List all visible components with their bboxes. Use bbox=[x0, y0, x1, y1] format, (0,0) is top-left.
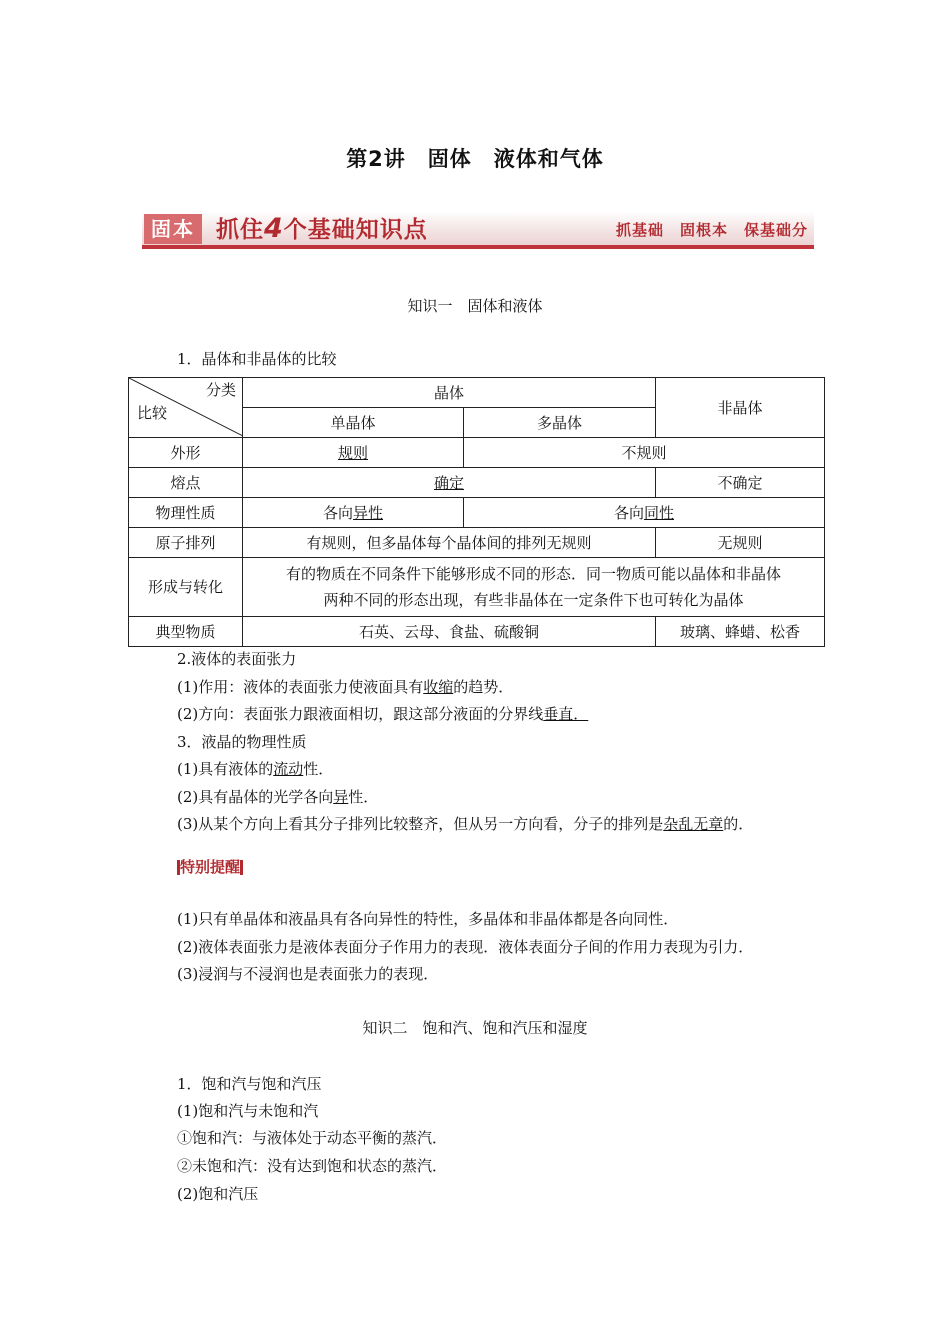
row-label: 熔点 bbox=[129, 468, 243, 498]
header-amorphous: 非晶体 bbox=[656, 378, 825, 438]
paragraph-line: (2)饱和汽压 bbox=[177, 1185, 259, 1203]
tip-line: (1)只有单晶体和液晶具有各向异性的特性，多晶体和非晶体都是各向同性． bbox=[177, 910, 679, 928]
cell-text: 各向 bbox=[322, 503, 353, 522]
text: (2)方向：表面张力跟液面相切，跟这部分液面的分界线 bbox=[177, 705, 544, 723]
text: (3)从某个方向上看其分子排列比较整齐，但从另一方向看，分子的排列是 bbox=[177, 815, 664, 833]
table-corner-cell bbox=[129, 378, 243, 438]
text: 性． bbox=[348, 788, 379, 806]
table-row bbox=[129, 498, 825, 528]
paragraph-line bbox=[177, 676, 513, 697]
paragraph-line: (1)饱和汽与未饱和汽 bbox=[177, 1102, 319, 1120]
tip-bar-right bbox=[240, 860, 243, 875]
page-title: 第2讲 固体 液体和气体 bbox=[346, 147, 604, 171]
paragraph-line: ①饱和汽：与液体处于动态平衡的蒸汽． bbox=[177, 1129, 448, 1147]
knowledge-two-title: 知识二 饱和汽、饱和汽压和湿度 bbox=[362, 1019, 588, 1037]
header-single-crystal: 单晶体 bbox=[243, 408, 464, 438]
cell-value: 玻璃、蜂蜡、松香 bbox=[656, 617, 825, 647]
banner-heading-post: 个基础知识点 bbox=[283, 217, 428, 243]
table-row bbox=[129, 617, 825, 647]
cell-value: 无规则 bbox=[656, 528, 825, 558]
cell-text: 各向 bbox=[613, 503, 644, 522]
text: (1)作用：液体的表面张力使液面具有 bbox=[177, 678, 424, 696]
cell-value: 有规则，但多晶体每个晶体间的排列无规则 bbox=[243, 528, 656, 558]
row-label: 形成与转化 bbox=[129, 558, 243, 617]
special-tip-label bbox=[177, 856, 243, 877]
cell-text-underlined: 异性 bbox=[353, 503, 384, 522]
banner-heading-number: 4 bbox=[264, 213, 284, 244]
banner-label-box: 固本 bbox=[144, 214, 202, 244]
row-label: 外形 bbox=[129, 438, 243, 468]
cell-value: 不确定 bbox=[656, 468, 825, 498]
table-row bbox=[129, 528, 825, 558]
underlined-answer: 流动 bbox=[273, 760, 304, 778]
paragraph-line bbox=[177, 758, 333, 779]
banner-heading-pre: 抓住 bbox=[216, 217, 264, 243]
header-poly-crystal: 多晶体 bbox=[464, 408, 656, 438]
cell-value: 规则 bbox=[337, 443, 368, 462]
tip-label-text: 特别提醒 bbox=[180, 858, 241, 876]
paragraph-line bbox=[177, 786, 378, 807]
tip-line: (2)液体表面张力是液体表面分子作用力的表现．液体表面分子间的作用力表现为引力． bbox=[177, 938, 754, 956]
underlined-answer: 异 bbox=[333, 788, 349, 806]
text: 的趋势． bbox=[453, 678, 514, 696]
header-crystal: 晶体 bbox=[243, 378, 656, 408]
corner-label-bottom: 比较 bbox=[137, 404, 168, 422]
paragraph-heading: 3．液晶的物理性质 bbox=[177, 733, 307, 751]
knowledge-one-title: 知识一 固体和液体 bbox=[407, 297, 543, 315]
underlined-answer: 垂直． bbox=[543, 705, 589, 723]
row-label: 原子排列 bbox=[129, 528, 243, 558]
underlined-answer: 杂乱无章 bbox=[663, 815, 724, 833]
text: 性． bbox=[303, 760, 334, 778]
text: (2)具有晶体的光学各向 bbox=[177, 788, 334, 806]
cell-value bbox=[243, 558, 825, 617]
underlined-answer: 收缩 bbox=[423, 678, 454, 696]
text: 的． bbox=[723, 815, 754, 833]
paragraph-heading: 1．饱和汽与饱和汽压 bbox=[177, 1075, 322, 1093]
banner-heading bbox=[216, 214, 428, 245]
cell-text: 有的物质在不同条件下能够形成不同的形态．同一物质可能以晶体和非晶体 bbox=[286, 565, 782, 583]
cell-text-underlined: 同性 bbox=[644, 503, 675, 522]
cell-value bbox=[243, 498, 464, 528]
paragraph-heading: 2.液体的表面张力 bbox=[177, 650, 297, 668]
cell-text: 两种不同的形态出现，有些非晶体在一定条件下也可转化为晶体 bbox=[323, 591, 744, 609]
banner-underline bbox=[142, 245, 814, 249]
paragraph-line: ②未饱和汽：没有达到饱和状态的蒸汽． bbox=[177, 1157, 448, 1175]
paragraph-heading: 1．晶体和非晶体的比较 bbox=[177, 350, 337, 368]
tip-line: (3)浸润与不浸润也是表面张力的表现． bbox=[177, 965, 439, 983]
row-label: 物理性质 bbox=[129, 498, 243, 528]
text: (1)具有液体的 bbox=[177, 760, 274, 778]
paragraph-line bbox=[177, 703, 588, 724]
paragraph-line bbox=[177, 813, 753, 834]
cell-value bbox=[464, 498, 825, 528]
cell-value: 确定 bbox=[434, 473, 465, 492]
banner-slogan: 抓基础 固根本 保基础分 bbox=[615, 221, 808, 239]
corner-label-top: 分类 bbox=[205, 381, 236, 399]
table-row bbox=[129, 438, 825, 468]
cell-value: 石英、云母、食盐、硫酸铜 bbox=[243, 617, 656, 647]
section-banner bbox=[142, 211, 814, 249]
table-row bbox=[129, 468, 825, 498]
row-label: 典型物质 bbox=[129, 617, 243, 647]
cell-value: 不规则 bbox=[464, 438, 825, 468]
table-row bbox=[129, 558, 825, 617]
comparison-table bbox=[128, 377, 825, 647]
